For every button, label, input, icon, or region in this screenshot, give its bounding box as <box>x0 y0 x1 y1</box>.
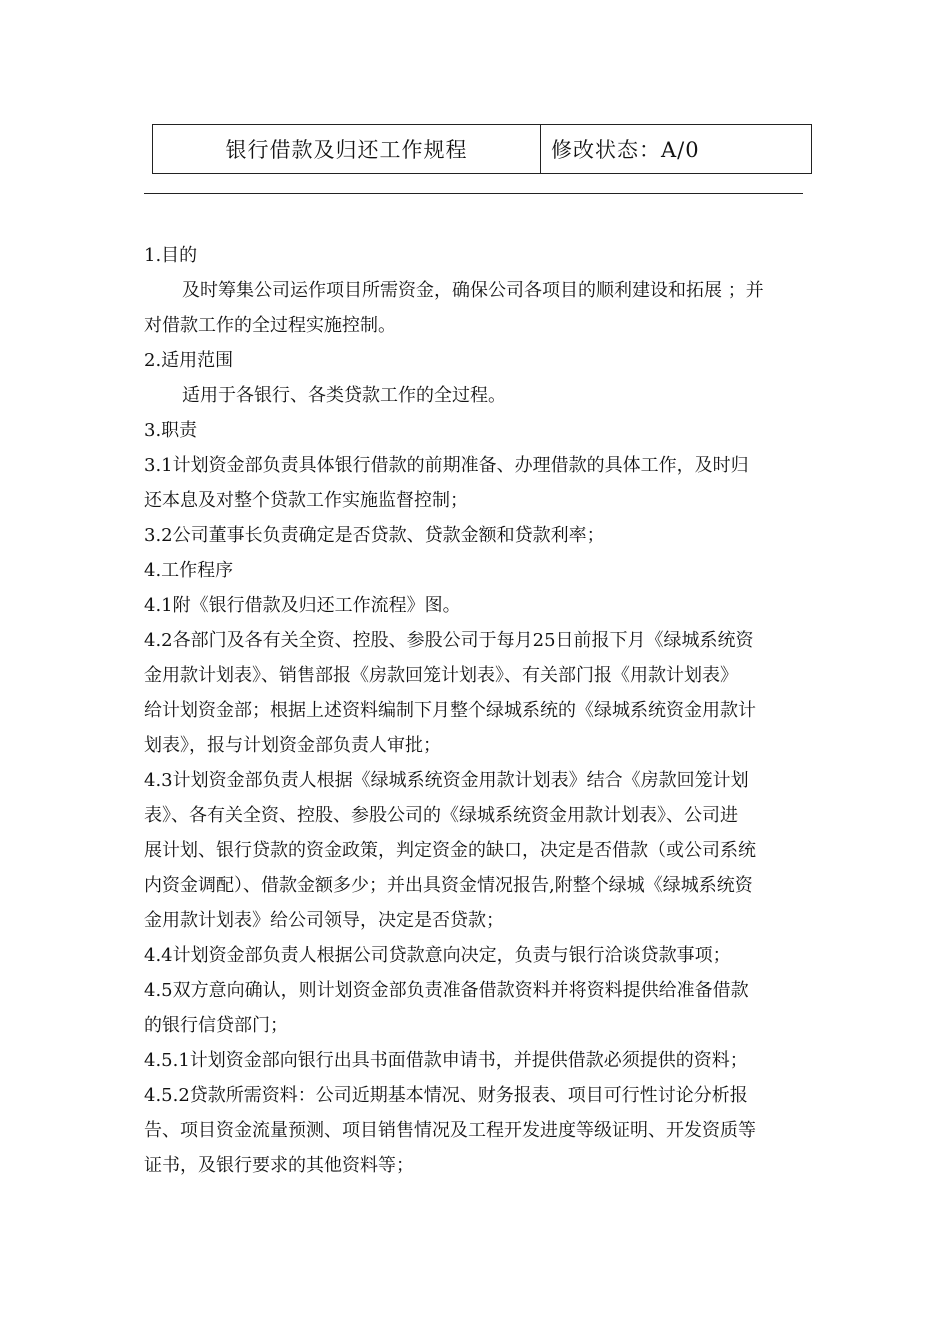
text-line: 2.适用范围 <box>144 350 234 371</box>
text-line: 的银行信贷部门； <box>144 1015 288 1036</box>
text-line: 4.3计划资金部负责人根据《绿城系统资金用款计划表》结合《房款回笼计划 <box>144 770 749 791</box>
text-line: 还本息及对整个贷款工作实施监督控制； <box>144 490 468 511</box>
text-line: 4.5双方意向确认，则计划资金部负责准备借款资料并将资料提供给准备借款 <box>144 980 749 1001</box>
text-line: 3.2公司董事长负责确定是否贷款、贷款金额和贷款利率； <box>144 525 605 546</box>
document-header-table <box>152 124 812 174</box>
text-line: 4.4计划资金部负责人根据公司贷款意向决定，负责与银行洽谈贷款事项； <box>144 945 731 966</box>
text-line: 4.5.1计划资金部向银行出具书面借款申请书，并提供借款必须提供的资料； <box>144 1050 748 1071</box>
text-line: 3.1计划资金部负责具体银行借款的前期准备、办理借款的具体工作，及时归 <box>144 455 749 476</box>
text-line: 对借款工作的全过程实施控制。 <box>144 315 396 336</box>
header-divider <box>144 193 803 194</box>
text-line: 及时筹集公司运作项目所需资金，确保公司各项目的顺利建设和拓展 ；并 <box>182 280 764 301</box>
text-line: 4.5.2贷款所需资料：公司近期基本情况、财务报表、项目可行性讨论分析报 <box>144 1085 748 1106</box>
text-line: 金用款计划表》、销售部报《房款回笼计划表》、有关部门报《用款计划表》 <box>144 665 738 686</box>
text-line: 内资金调配）、借款金额多少；并出具资金情况报告,附整个绿城《绿城系统资 <box>144 875 753 896</box>
text-line: 4.2各部门及各有关全资、控股、参股公司于每月25日前报下月《绿城系统资 <box>144 630 754 651</box>
text-line: 表》、各有关全资、控股、参股公司的《绿城系统资金用款计划表》、公司进 <box>144 805 738 826</box>
text-line: 4.1附《银行借款及归还工作流程》图。 <box>144 595 461 616</box>
document-body <box>144 238 809 1183</box>
text-line: 金用款计划表》给公司领导，决定是否贷款； <box>144 910 504 931</box>
text-line: 展计划、银行贷款的资金政策，判定资金的缺口，决定是否借款（或公司系统 <box>144 840 756 861</box>
text-line: 3.职责 <box>144 420 198 441</box>
text-line: 划表》，报与计划资金部负责人审批； <box>144 735 441 756</box>
text-line: 适用于各银行、各类贷款工作的全过程。 <box>182 385 506 406</box>
text-line: 1.目的 <box>144 245 198 266</box>
text-line: 证书，及银行要求的其他资料等； <box>144 1155 414 1176</box>
text-line: 告、项目资金流量预测、项目销售情况及工程开发进度等级证明、开发资质等 <box>144 1120 756 1141</box>
revision-status: 修改状态：A/0 <box>551 138 700 162</box>
document-title: 银行借款及归还工作规程 <box>153 125 541 173</box>
text-line: 给计划资金部；根据上述资料编制下月整个绿城系统的《绿城系统资金用款计 <box>144 700 756 721</box>
text-line: 4.工作程序 <box>144 560 234 581</box>
